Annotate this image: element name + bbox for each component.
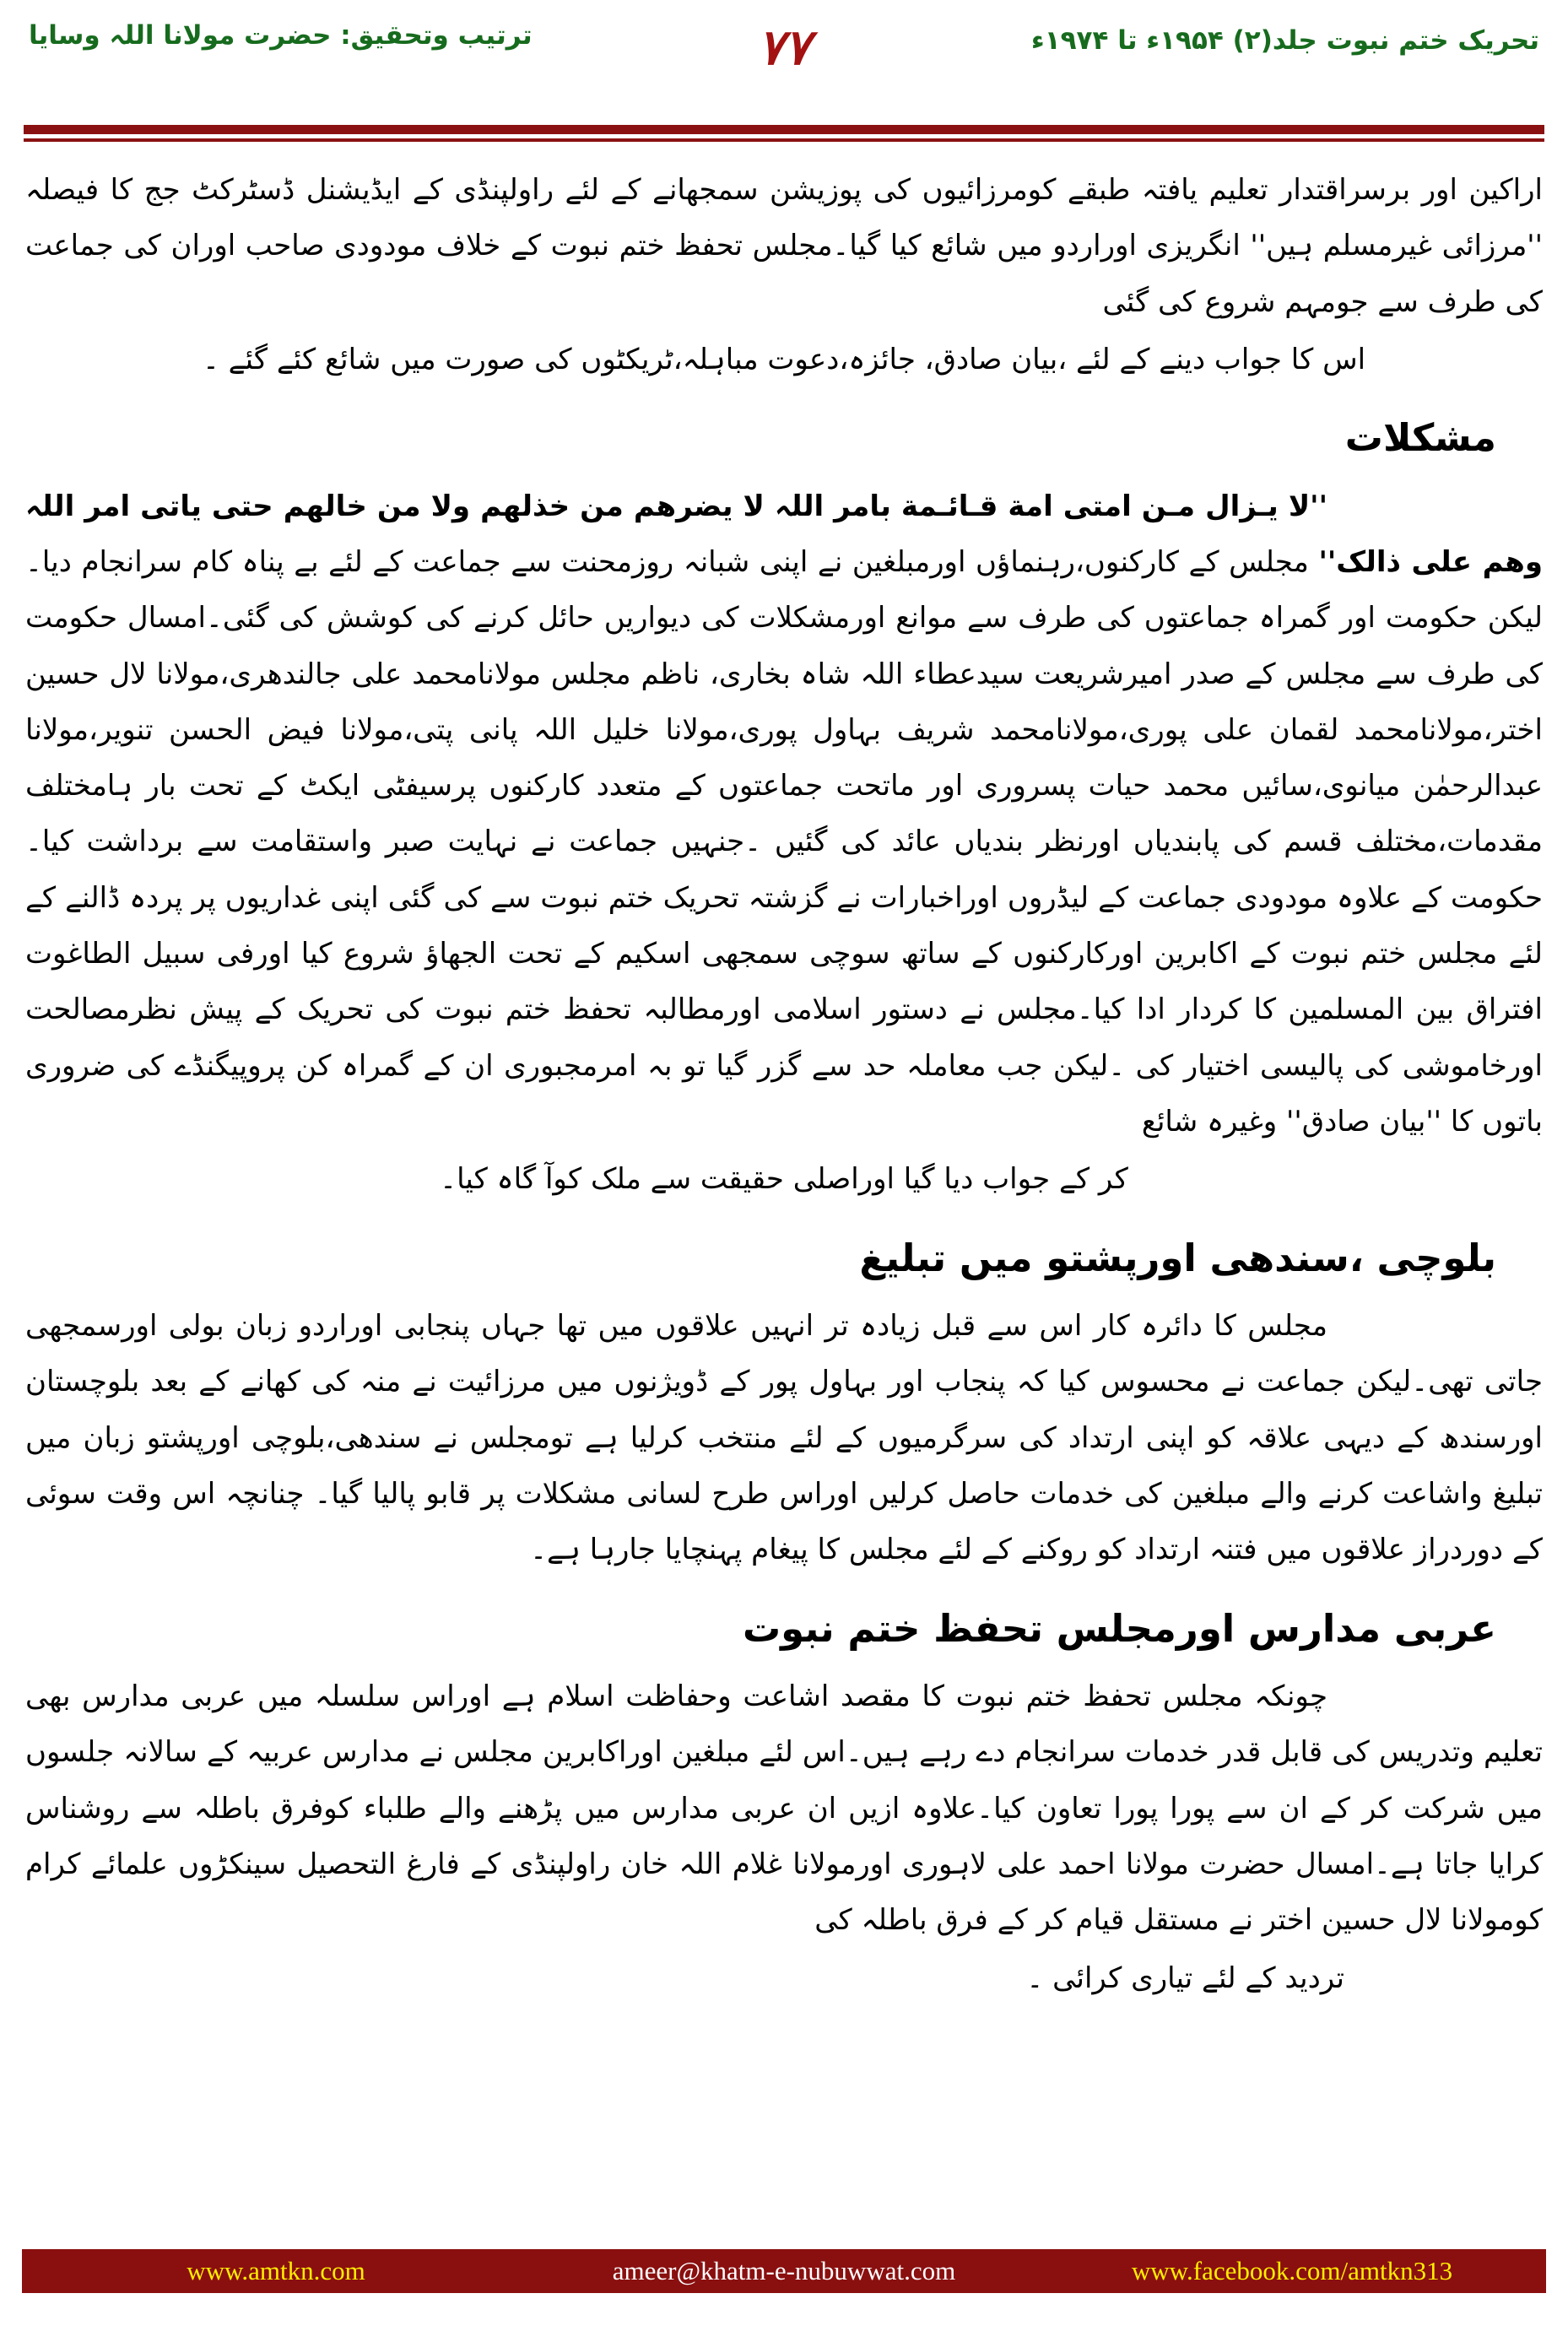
- page-header: [0, 0, 1568, 118]
- editor-credit: ترتیب وتحقیق: حضرت مولانا اللہ وسایا: [29, 20, 533, 51]
- page-number: ۷۷: [757, 19, 811, 76]
- paragraph-court-decision-lastline: اس کا جواب دینے کے لئے ،بیان صادق، جائزہ،دعوت مباہلہ،ٹریکٹوں کی صورت میں شائع کئے گئے ۔: [202, 342, 1366, 376]
- footer-website-link[interactable]: www.amtkn.com: [187, 2256, 365, 2285]
- paragraph-arabic-madaris-lastline: تردید کے لئے تیاری کرائی ۔: [1026, 1961, 1344, 1995]
- paragraph-court-decision: اراکین اور برسراقتدار تعلیم یافتہ طبقے کومرزائیوں کی پوزیشن سمجھانے کے لئے راولپنڈی کے ایڈیشنل ڈسٹرکٹ جج کا فیصلہ ''مرزائی غیرمسلم ہیں'' انگریزی اوراردو میں شائع کیا گیا۔مجلس تحفظ ختم نبوت کے خلاف مودودی صاحب اوران کی جماعت کی طرف سے جومہم شروع کی گئی: [25, 173, 1543, 319]
- page-body: [0, 142, 1568, 2006]
- section-heading-arabic-madaris: عربی مدارس اورمجلس تحفظ ختم نبوت: [742, 1605, 1496, 1651]
- section-heading-difficulties: مشکلات: [1344, 415, 1496, 461]
- paragraph-difficulties-text: مجلس کے کارکنوں،رہنماؤں اورمبلغین نے اپنی شبانہ روزمحنت سے جماعت کے لئے بے پناہ کام سرانجام دیا۔لیکن حکومت اور گمراہ جماعتوں کی طرف سے موانع اورمشکلات کی دیواریں حائل کرنے کی کوشش کی گئی۔امسال حکومت کی طرف سے مجلس کے صدر امیرشریعت سیدعطاء اللہ شاہ بخاری، ناظم مجلس مولانامحمد علی جالندھری،مولانا لال حسین اختر،مولانامحمد لقمان علی پوری،مولانامحمد شریف بہاول پوری،مولانا خلیل اللہ پانی پتی،مولانا فیض الحسن تنویر،مولانا عبدالرحمٰن میانوی،سائیں محمد حیات پسروری اور ماتحت جماعتوں کے متعدد کارکنوں پرسیفٹی ایکٹ کے تحت بار ہامختلف مقدمات،مختلف قسم کی پابندیاں اورنظر بندیاں عائد کی گئیں ۔جنہیں جماعت نے نہایت صبر واستقامت سے برداشت کیا۔حکومت کے علاوہ مودودی جماعت کے لیڈروں اوراخبارات نے گزشتہ تحریک ختم نبوت سے کی گئی اپنی غداریوں پر پردہ ڈالنے کے لئے مجلس ختم نبوت کے اکابرین اورکارکنوں کے ساتھ سوچی سمجھی اسکیم کے تحت الجھاؤ شروع کیا اورفی سبیل الطاغوت افتراق بین المسلمین کا کردار ادا کیا۔مجلس نے دستور اسلامی اورمطالبہ تحفظ ختم نبوت کی تحریک کے پیش نظرمصالحت اورخاموشی کی پالیسی اختیار کی ۔لیکن جب معاملہ حد سے گزر گیا تو بہ امرمجبوری ان کے گمراہ کن پروپیگنڈے کی ضروری باتوں کا ''بیان صادق'' وغیرہ شائع: [25, 544, 1543, 1139]
- header-divider: [24, 125, 1544, 142]
- footer-email-link[interactable]: ameer@khatm-e-nubuwwat.com: [612, 2256, 956, 2285]
- footer-bar: [22, 2249, 1546, 2293]
- section-heading-balochi-sindhi-pashto: بلوچی ،سندھی اورپشتو میں تبلیغ: [859, 1235, 1496, 1280]
- paragraph-difficulties-lastline: کر کے جواب دیا گیا اوراصلی حقیقت سے ملک کوآ گاہ کیا۔: [440, 1162, 1128, 1197]
- book-title: تحریک ختم نبوت جلد(۲) ۱۹۵۴ء تا ۱۹۷۴ء: [1030, 25, 1539, 56]
- paragraph-arabic-madaris: چونکہ مجلس تحفظ ختم نبوت کا مقصد اشاعت وحفاظت اسلام ہے اوراس سلسلہ میں عربی مدارس بھی تعلیم وتدریس کی قابل قدر خدمات سرانجام دے رہے ہیں۔اس لئے مبلغین اوراکابرین مجلس نے مدارس عربیہ کے سالانہ جلسوں میں شرکت کر کے ان سے پورا پورا تعاون کیا۔علاوہ ازیں ان عربی مدارس میں پڑھنے والے طلباء کوفرق باطلہ سے روشناس کرایا جاتا ہے۔امسال حضرت مولانا احمد علی لاہوری اورمولانا غلام اللہ خان راولپنڈی کے فارغ التحصیل سینکڑوں علمائے کرام کومولانا لال حسین اختر نے مستقل قیام کر کے فرق باطلہ کی: [25, 1679, 1543, 1938]
- paragraph-difficulties: [25, 479, 1543, 1150]
- footer-facebook-link[interactable]: www.facebook.com/amtkn313: [1131, 2256, 1453, 2285]
- paragraph-regional-languages: مجلس کا دائرہ کار اس سے قبل زیادہ تر انہیں علاقوں میں تھا جہاں پنجابی اوراردو زبان بولی اورسمجھی جاتی تھی۔لیکن جماعت نے محسوس کیا کہ پنجاب اور بہاول پور کے ڈویژنوں میں مرزائیت نے منہ کی کھانے کے بعد بلوچستان اورسندھ کے دیہی علاقہ کو اپنی ارتداد کی سرگرمیوں کے لئے منتخب کرلیا ہے تومجلس نے سندھی،بلوچی اورپشتو زبان میں تبلیغ واشاعت کرنے والے مبلغین کی خدمات حاصل کرلیں اوراس طرح لسانی مشکلات پر قابو پالیا گیا۔ چنانچہ اس وقت سوئی کے دوردراز علاقوں میں فتنہ ارتداد کو روکنے کے لئے مجلس کا پیغام پہنچایا جارہا ہے۔: [25, 1309, 1543, 1567]
- hadith-quote: ''لا یـزال مـن امتی امة قـائـمة بامر اللہ لا یضرھم من خذلھم ولا من خالھم حتی یاتی امر اللہ وھم علی ذالک'': [25, 489, 1543, 579]
- header-divider-thick-line: [24, 125, 1544, 134]
